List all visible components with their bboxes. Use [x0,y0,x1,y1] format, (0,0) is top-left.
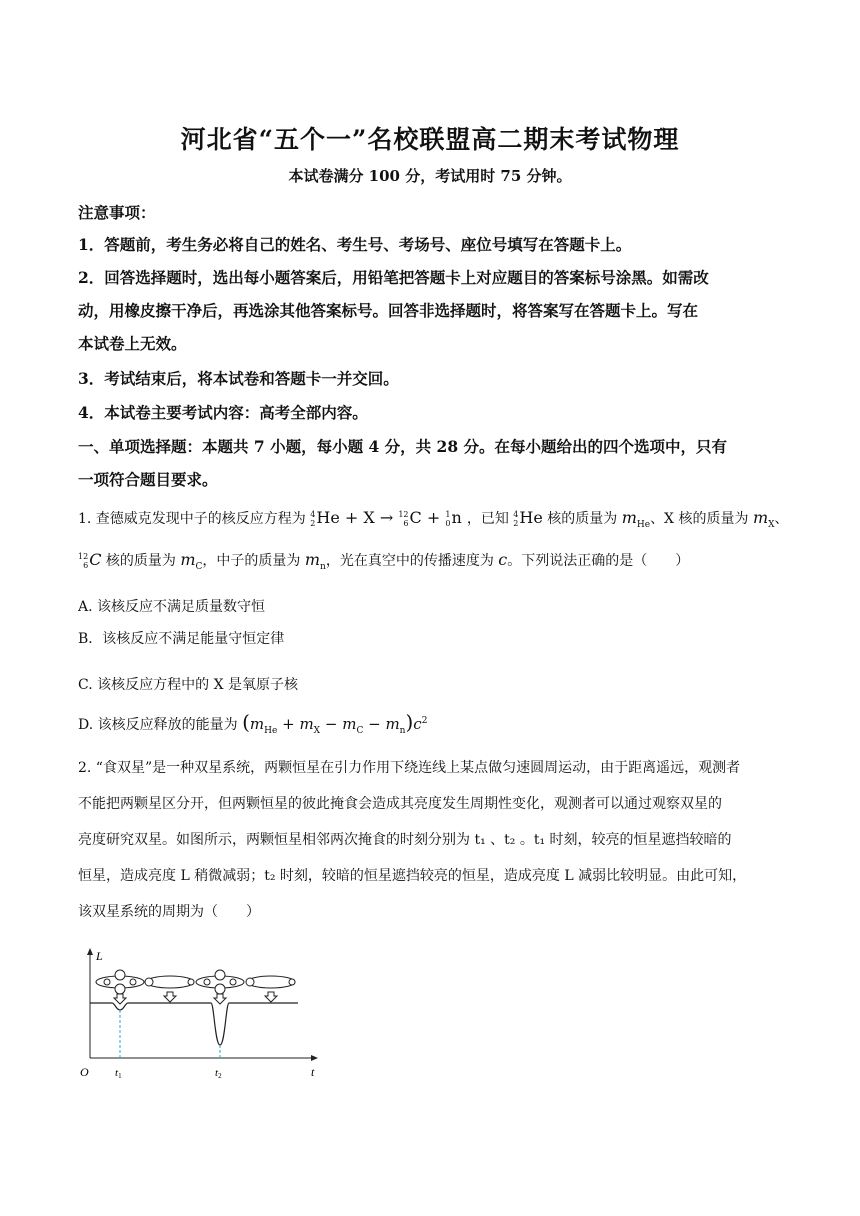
energy-formula: $(m_{He} + m_X - m_C - m_n)c^2$ [242,710,428,736]
q1-text: ，已知 [466,511,509,527]
page-subtitle: 本试卷满分 100 分，考试用时 75 分钟。 [288,167,572,185]
q1-text: 、 [774,511,789,527]
notice-item: 1．答题前，考生务必将自己的姓名、考生号、考场号、座位号填写在答题卡上。 [78,235,632,254]
question-1-line-2: 12 6 C 核的质量为 $m_C$，中子的质量为 $m_n$，光在真空中的传播速度为 c。下列说法正确的是（ ） [78,550,690,572]
section-heading: 一、单项选择题：本题共 7 小题，每小题 4 分，共 28 分。在每小题给出的四个选项中，只有 [78,437,728,456]
light-speed: c [498,550,508,569]
question-1-line-1: 1. 查德威克发现中子的核反应方程为 4 2 He + X → 12 6 C + 1 0 n ，已知 4 2 He 核的质量为 $m_{He}$、X 核的质量为 $m_X$、 [78,508,789,530]
mass-he: m [621,508,637,527]
light-curve [90,1003,298,1045]
orbit-diagram-3 [196,970,244,1004]
q1-text: ，中子的质量为 [202,553,301,569]
y-axis-label: L [96,949,103,963]
t2-label: t2 [215,1067,222,1080]
q2-line: 该双星系统的周期为（ ） [78,904,260,920]
option-d-label: D. 该核反应释放的能量为 [78,717,238,733]
x-axis-arrow [311,1055,318,1061]
q1-text: 。下列说法正确的是（ ） [507,553,690,569]
x-axis-label: t [311,1065,315,1079]
q1-text: 核的质量为 [105,553,176,569]
notice-item: 3．考试结束后，将本试卷和答题卡一并交回。 [78,369,399,388]
y-axis-arrow [87,948,93,955]
orbit-diagram-2 [145,976,194,1002]
reaction-equation: 4 2 He + X → 12 6 C + 1 0 n [310,508,467,528]
mass-n: m [304,550,321,569]
q1-text: 1. 查德威克发现中子的核反应方程为 [78,511,306,527]
helium-nucleus: 4 2 He [513,508,543,528]
section-heading: 一项符合题目要求。 [78,470,218,489]
q1-text: 、X 核的质量为 [650,511,749,527]
notice-item: 2．回答选择题时，选出每小题答案后，用铅笔把答题卡上对应题目的答案标号涂黑。如需改 [78,268,709,287]
orbit-diagram-4 [246,976,295,1002]
brightness-figure [78,945,328,1085]
q1-text: 核的质量为 [547,511,618,527]
q1-text: ，光在真空中的传播速度为 [325,553,494,569]
q2-line: 2. “食双星”是一种双星系统，两颗恒星在引力作用下绕连线上某点做匀速圆周运动，由于距离遥远，观测者 [78,760,741,776]
option-b[interactable]: B．该核反应不满足能量守恒定律 [78,631,285,647]
light-curve-diagram [78,945,328,1085]
t1-label: t1 [115,1067,122,1080]
mass-c: m [180,550,196,569]
page-title: 河北省“五个一”名校联盟高二期末考试物理 [180,125,680,154]
option-c[interactable]: C. 该核反应方程中的 X 是氧原子核 [78,677,298,693]
option-a[interactable]: A. 该核反应不满足质量数守恒 [78,599,266,615]
notice-item: 本试卷上无效。 [78,334,187,353]
origin-label: O [80,1065,89,1079]
mass-x: m [752,508,769,527]
carbon-nucleus: 12 6 C [78,550,102,570]
q2-line: 亮度研究双星。如图所示，两颗恒星相邻两次掩食的时刻分别为 t₁ 、t₂ 。t₁ 时刻，较亮的恒星遮挡较暗的 [78,832,732,848]
notice-heading: 注意事项： [78,203,156,222]
notice-item: 4．本试卷主要考试内容：高考全部内容。 [78,403,368,422]
question-2 [78,750,790,930]
option-d[interactable] [78,710,427,736]
orbit-diagram-1 [96,970,144,1004]
q2-line: 不能把两颗星区分开，但两颗恒星的彼此掩食会造成其亮度发生周期性变化，观测者可以通过观察双星的 [78,796,722,812]
notice-item: 动，用橡皮擦干净后，再选涂其他答案标号。回答非选择题时，将答案写在答题卡上。写在 [78,301,699,320]
q2-line: 恒星，造成亮度 L 稍微减弱；t₂ 时刻，较暗的恒星遮挡较亮的恒星，造成亮度 L 减弱比较明显。由此可知， [78,868,747,884]
